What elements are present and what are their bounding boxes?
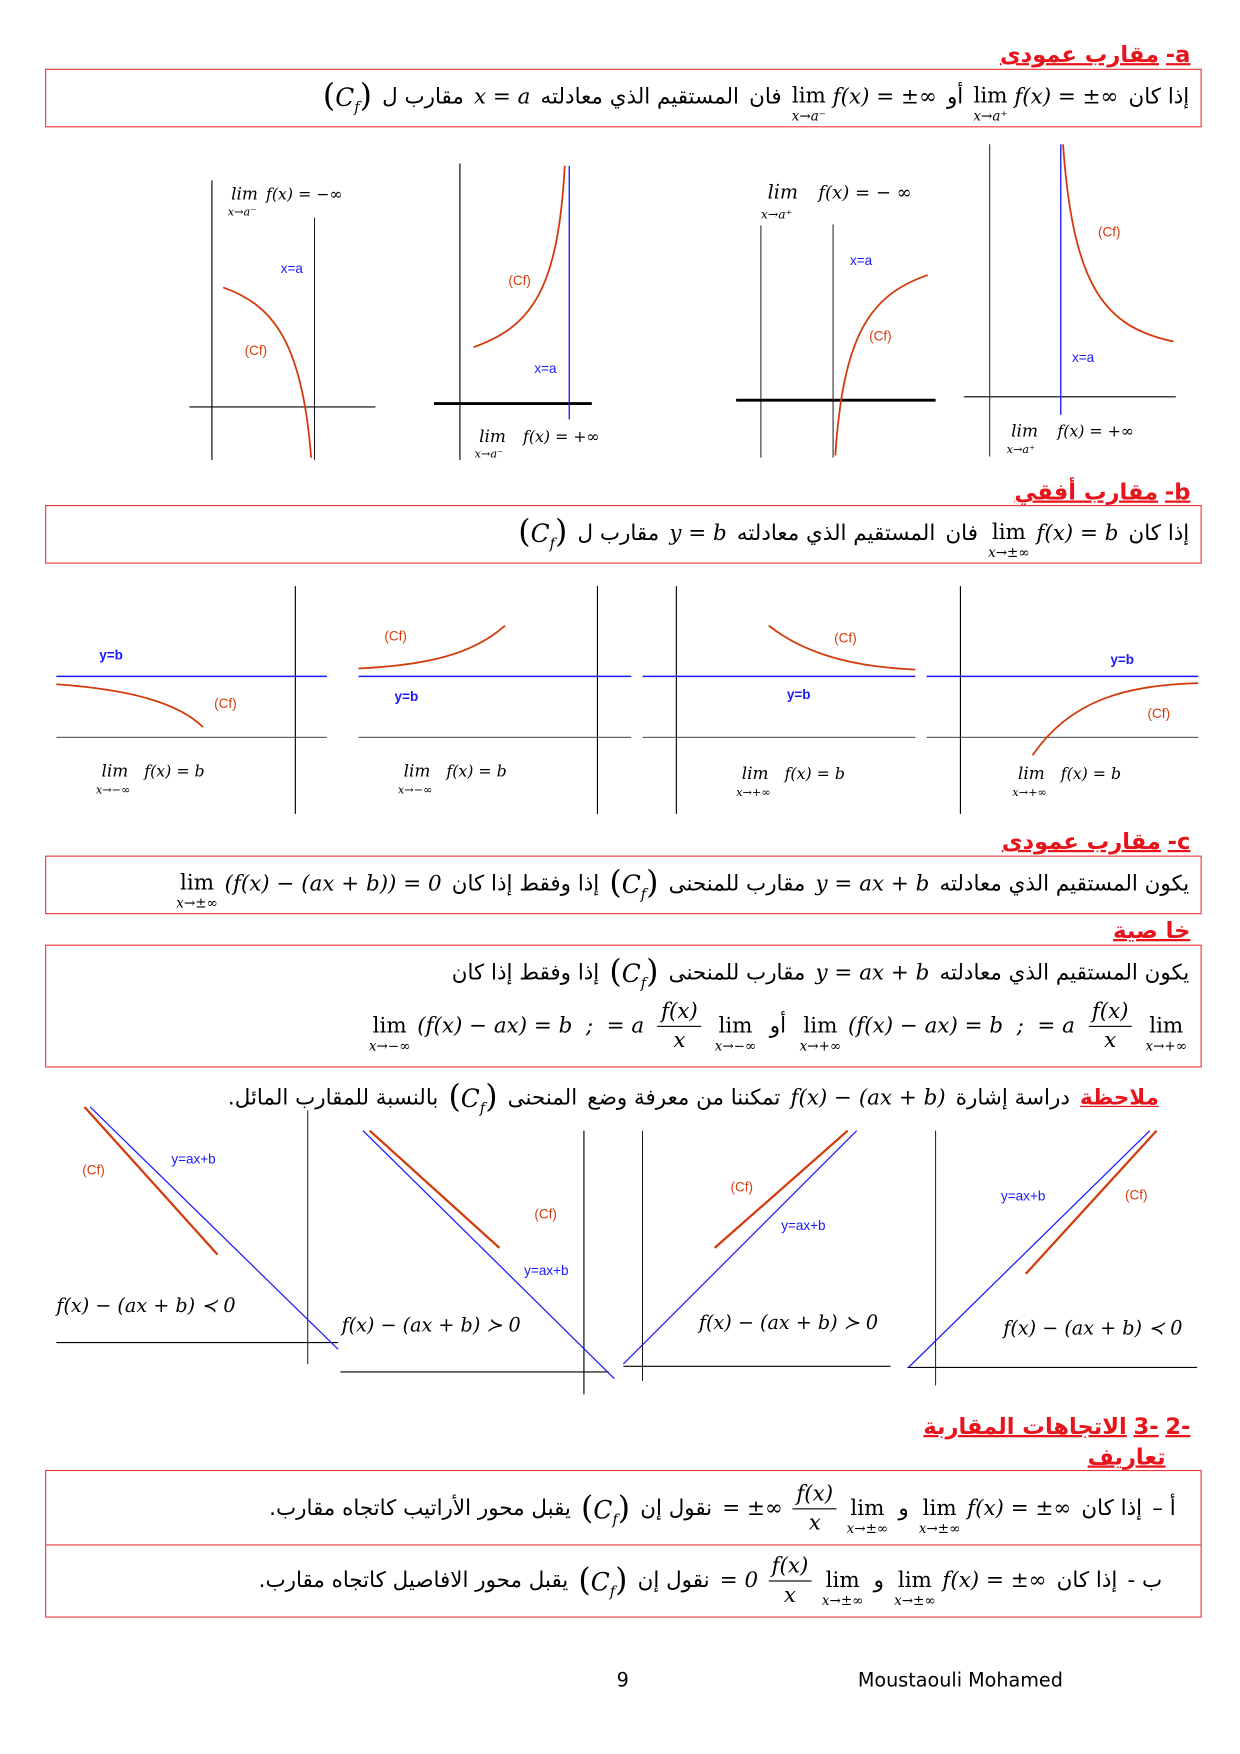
limit-subscript: x→a⁻ [474,447,504,461]
curve-label: (Cf) [869,328,892,344]
curve-subscript: f [479,1100,486,1118]
numerator: f(x) [793,1482,836,1509]
limit-subscript: x→±∞ [988,544,1030,561]
arabic-text: أ – [1152,1496,1176,1522]
limit-subscript: x→+∞ [736,785,771,799]
limit-subscript: x→a⁺ [1006,443,1036,457]
arabic-text: تمكننا من معرفة وضع [587,1085,781,1111]
curve-subscript: f [640,975,647,993]
curve-label: (Cf) [244,343,268,359]
limit-expression: f(x) = +∞ [1057,421,1134,441]
curve-symbol [578,1561,627,1601]
math-expression: y = b [669,520,727,546]
limit-subscript: x→±∞ [846,1520,889,1537]
paren: ) [617,1488,631,1526]
page-number: 9 [616,1669,629,1693]
arabic-text: إذا وفقط إذا كان [451,960,600,985]
fraction [768,1555,811,1608]
curve-subscript: f [549,535,556,553]
denominator: x [673,1027,686,1053]
title-part: تعاريف [1087,1442,1166,1470]
numerator: f(x) [658,1000,701,1027]
limit-expression [894,1562,1047,1609]
curve-label: (Cf) [534,1206,557,1222]
title-part: a- [1165,40,1191,68]
math-expression: y = ax + b [815,960,930,985]
limit-expression: f(x) = b [784,763,845,783]
curve-letter: C [621,871,641,900]
divider [46,1544,1200,1545]
curve-label: (Cf) [1125,1187,1148,1203]
limit-subscript: x→a⁻ [791,108,826,125]
definitions-title [1088,1443,1166,1470]
title-part: مقارب عمودى [1000,40,1160,68]
paren: ) [646,952,659,990]
limit-subscript: x→±∞ [821,1592,864,1609]
asymptote-label: y=ax+b [171,1151,216,1167]
lim-operator [821,1567,864,1609]
limit-expression: f(x) = −∞ [266,184,343,204]
fraction [793,1482,836,1535]
math-expression: = 0 [719,1568,759,1594]
sign-expression: f(x) − (ax + b) ≻ 0 [341,1313,521,1337]
arabic-text: يكون المستقيم الذي معادلته [939,871,1190,896]
author-name: Moustaouli Mohamed [857,1669,1063,1693]
paren: ( [581,1488,594,1526]
curve-letter: C [460,1085,480,1114]
paren: ) [615,1560,628,1599]
arabic-text: مقارب ل [577,520,660,546]
limit-subscript: x→±∞ [894,1592,936,1609]
lim-label: lim [1149,1013,1184,1039]
curve-letter: C [335,84,355,113]
paren: ( [448,1077,461,1115]
numerator: f(x) [768,1555,811,1582]
arabic-text: ب - [1127,1568,1163,1594]
lim-label: lim [741,762,769,783]
limit-subscript: x→+∞ [1145,1038,1188,1054]
limit-subscript: x→−∞ [397,783,433,797]
lim-label: lim [922,1495,957,1521]
arabic-text: بالنسبة للمقارب المائل. [227,1085,439,1111]
asymptote-label: y=b [786,686,811,702]
title-part: -2 [1165,1412,1191,1440]
paren: ( [609,863,622,901]
limit-subscript: x→+∞ [1012,785,1047,799]
lim-operator [918,1495,961,1537]
arabic-text: يقبل محور الأراتيب كاتجاه مقارب. [269,1496,571,1522]
curve-label: (Cf) [1097,224,1121,240]
arabic-text: و [873,1568,884,1594]
denominator: x [808,1510,821,1536]
math-expression: y = ax + b [815,871,930,896]
lim-label: lim [850,1495,885,1521]
limit-subscript: x→+∞ [799,1038,842,1054]
graph-1 [56,1107,338,1364]
title-part: مقارب أفقي [1014,477,1159,506]
curve-letter: C [621,960,641,989]
math-expression: ; [1016,1013,1024,1039]
limit-body: (f(x) − ax) = b [417,1013,573,1039]
arabic-text: إذا وفقط إذا كان [451,871,600,896]
limit-expression [918,1490,1072,1537]
arabic-text: أو [946,84,964,109]
sign-expression: f(x) − (ax + b) ≺ 0 [1003,1316,1183,1340]
title-part: مقارب عمودى [1001,827,1161,855]
curve-letter: C [530,520,550,549]
curve-subscript: f [609,1583,616,1601]
definitions-box [45,1470,1202,1618]
arabic-text: إذا كان [1128,84,1190,109]
limit-subscript: x→±∞ [176,895,218,912]
lim-label: lim [791,83,826,109]
curve-subscript: f [354,99,360,117]
limit-subscript: x→−∞ [95,783,131,797]
lim-label: lim [231,183,258,204]
limit-expression [846,1490,889,1537]
definition-a [269,1482,1176,1535]
curve-label: (Cf) [834,630,857,646]
asymptote-label: y=b [394,689,419,705]
limit-expression: f(x) = b [1060,763,1122,783]
limit-subscript: x→−∞ [368,1038,411,1054]
lim-operator [894,1567,936,1609]
arabic-text: مقارب للمنحنى [668,871,806,896]
graph-2 [340,1131,614,1395]
limit-body: f(x) = ±∞ [1014,84,1119,109]
paren: ( [609,952,622,990]
limit-body: (f(x) − ax) = b [847,1013,1004,1039]
curve-label: (Cf) [82,1162,105,1178]
limit-subscript: x→a⁻ [227,205,257,219]
arabic-text: المستقيم الذي معادلته [540,84,739,109]
curve-label: (Cf) [384,628,407,644]
limit-expression: f(x) = b [144,761,205,781]
arabic-text: المستقيم الذي معادلته [736,520,936,546]
lim-label: lim [1017,762,1045,783]
lim-label: lim [372,1013,407,1039]
math-expression: f(x) − (ax + b) [790,1085,946,1111]
math-expression: ; [585,1013,594,1039]
curve-label: (Cf) [730,1179,754,1195]
curve-symbol [581,1489,630,1529]
denominator: x [1104,1027,1117,1053]
paren: ( [578,1560,591,1599]
paren: ) [359,76,372,114]
limit-subscript: x→a⁺ [760,206,793,222]
title-part: -3 [1133,1412,1159,1440]
graph-3 [623,1131,890,1381]
lim-label: lim [479,425,506,446]
limit-body: f(x) = ±∞ [942,1568,1047,1594]
paren: ) [555,512,568,551]
lim-label: lim [718,1013,753,1039]
limit-body: f(x) = b [1036,520,1119,546]
graph-4 [907,1131,1197,1386]
curve-letter: C [590,1568,610,1597]
curve-subscript: f [640,886,647,904]
asymptote-label: y=b [1110,651,1135,667]
arabic-text: يقبل محور الافاصيل كاتجاه مقارب. [258,1568,569,1594]
math-expression: = ±∞ [722,1496,783,1522]
limit-expression: f(x) = +∞ [523,426,600,446]
definition-b [259,1555,1163,1608]
limit-expression: f(x) = − ∞ [818,182,912,204]
paren: ) [485,1077,498,1115]
lim-label: lim [897,1567,932,1593]
lim-label: lim [1011,420,1038,441]
title-part: c- [1167,827,1191,855]
lim-label: lim [973,83,1008,109]
asymptote-label: y=ax+b [1001,1188,1046,1204]
arabic-text: مقارب ل [382,84,464,109]
arabic-text: فان [749,84,782,109]
lim-label: lim [803,1013,838,1039]
asymptote-label: y=b [99,647,123,663]
arabic-text: إذا كان [1056,1568,1118,1594]
curve-label: (Cf) [508,273,531,289]
asymptote-label: x=a [849,252,873,268]
math-expression: = a [1037,1013,1075,1039]
sign-expression: f(x) − (ax + b) ≻ 0 [698,1311,879,1335]
title-part: الاتجاهات المقاربة [923,1412,1127,1440]
limit-expression [821,1562,864,1609]
lim-operator [846,1495,889,1537]
limit-body: f(x) = ±∞ [967,1496,1072,1522]
arabic-text: فان [945,520,978,546]
arabic-text: إذا كان [1081,1496,1143,1522]
sign-expression: f(x) − (ax + b) ≺ 0 [56,1294,236,1318]
curve-subscript: f [612,1511,618,1529]
denominator: x [783,1582,797,1608]
curve-label: (Cf) [214,695,237,711]
lim-label: lim [825,1567,860,1593]
section-2-3-title [923,1412,1190,1439]
limit-body: (f(x) − (ax + b)) = 0 [224,871,442,896]
paren: ( [322,76,336,114]
asymptote-label: x=a [534,361,557,377]
asymptote-label: x=a [1072,349,1095,365]
arabic-text: دراسة إشارة [955,1085,1070,1111]
curve-letter: C [593,1496,613,1525]
title-part: b- [1164,477,1191,506]
lim-label: lim [101,760,129,781]
paren: ) [646,863,659,901]
limit-expression: f(x) = b [446,761,507,781]
arabic-text: أو [769,1013,787,1039]
limit-body: f(x) = ±∞ [832,84,937,109]
lim-label: lim [767,180,799,204]
curve-label: (Cf) [1147,706,1171,722]
note-label: ملاحظة [1080,1085,1159,1111]
arabic-text: نقول إن [640,1496,713,1522]
arabic-text: نقول إن [637,1568,710,1594]
asymptote-label: y=ax+b [781,1217,826,1233]
arabic-text: مقارب للمنحنى [668,960,806,985]
lim-label: lim [180,870,215,896]
asymptote-label: y=ax+b [524,1262,569,1278]
arabic-text: إذا كان [1128,520,1190,546]
arabic-text: المنحنى [507,1085,578,1111]
arabic-text: يكون المستقيم الذي معادلته [939,960,1190,985]
limit-subscript: x→a⁺ [973,108,1008,125]
lim-label: lim [403,760,431,781]
paren: ( [518,512,531,551]
asymptote-label: x=a [280,260,303,276]
math-expression: = a [606,1013,645,1039]
numerator: f(x) [1088,1000,1131,1027]
arabic-text: و [898,1496,909,1522]
math-expression: x = a [473,84,531,109]
limit-subscript: x→±∞ [918,1520,961,1537]
limit-subscript: x→−∞ [714,1038,757,1054]
lim-label: lim [991,519,1026,545]
title-part: خا صية [1113,916,1191,944]
